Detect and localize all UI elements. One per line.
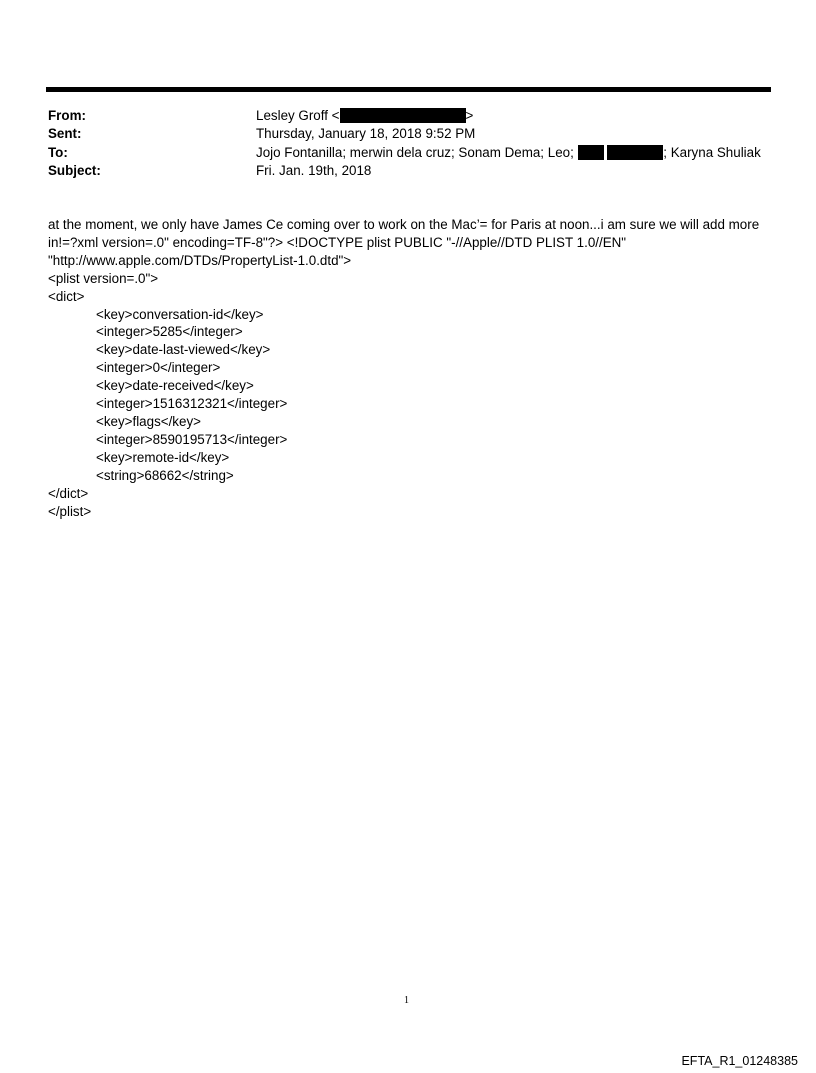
body-line: <integer>8590195713</integer> [96,431,288,447]
from-label: From: [48,108,86,123]
body-line: <string>68662</string> [96,467,234,483]
body-line: <key>flags</key> [96,413,201,429]
to-recipients: Jojo Fontanilla; merwin dela cruz; Sonam Dema; Leo; [256,145,574,160]
body-line: <key>conversation-id</key> [96,306,264,322]
body-line: <key>remote-id</key> [96,449,230,465]
header-rule [46,87,771,92]
redaction-block [607,145,663,160]
body-line: </dict> [48,485,89,501]
to-value [256,144,761,162]
email-body [48,216,778,520]
page-number: 1 [404,995,409,1006]
subject-value: Fri. Jan. 19th, 2018 [256,163,372,178]
body-line: at the moment, we only have James Ce coming over to work on the Mac’= for Paris at noon...i am sure we will add more [48,217,760,232]
document-id: EFTA_R1_01248385 [681,1054,798,1068]
redaction-block [578,145,604,160]
body-line: in!=?xml version=.0" encoding=TF-8"?> <!DOCTYPE plist PUBLIC "-//Apple//DTD PLIST 1.0//EN" [48,234,627,250]
body-line: "http://www.apple.com/DTDs/PropertyList-1.0.dtd"> [48,252,352,268]
from-close: > [465,108,474,123]
body-line: <key>date-last-viewed</key> [96,342,271,358]
body-line: <integer>5285</integer> [96,324,243,340]
sent-label: Sent: [48,126,82,141]
body-line: <integer>0</integer> [96,360,221,376]
body-line: <plist version=.0"> [48,270,159,286]
subject-label: Subject: [48,163,101,178]
from-value [256,107,473,125]
body-line: <integer>1516312321</integer> [96,396,288,412]
to-tail: ; Karyna Shuliak [663,145,761,160]
redaction-block [340,108,466,123]
to-label: To: [48,145,68,160]
body-line: </plist> [48,503,92,519]
body-line: <key>date-received</key> [96,378,254,394]
sent-value: Thursday, January 18, 2018 9:52 PM [256,126,476,141]
from-name: Lesley Groff < [256,108,340,123]
body-line: <dict> [48,288,85,304]
